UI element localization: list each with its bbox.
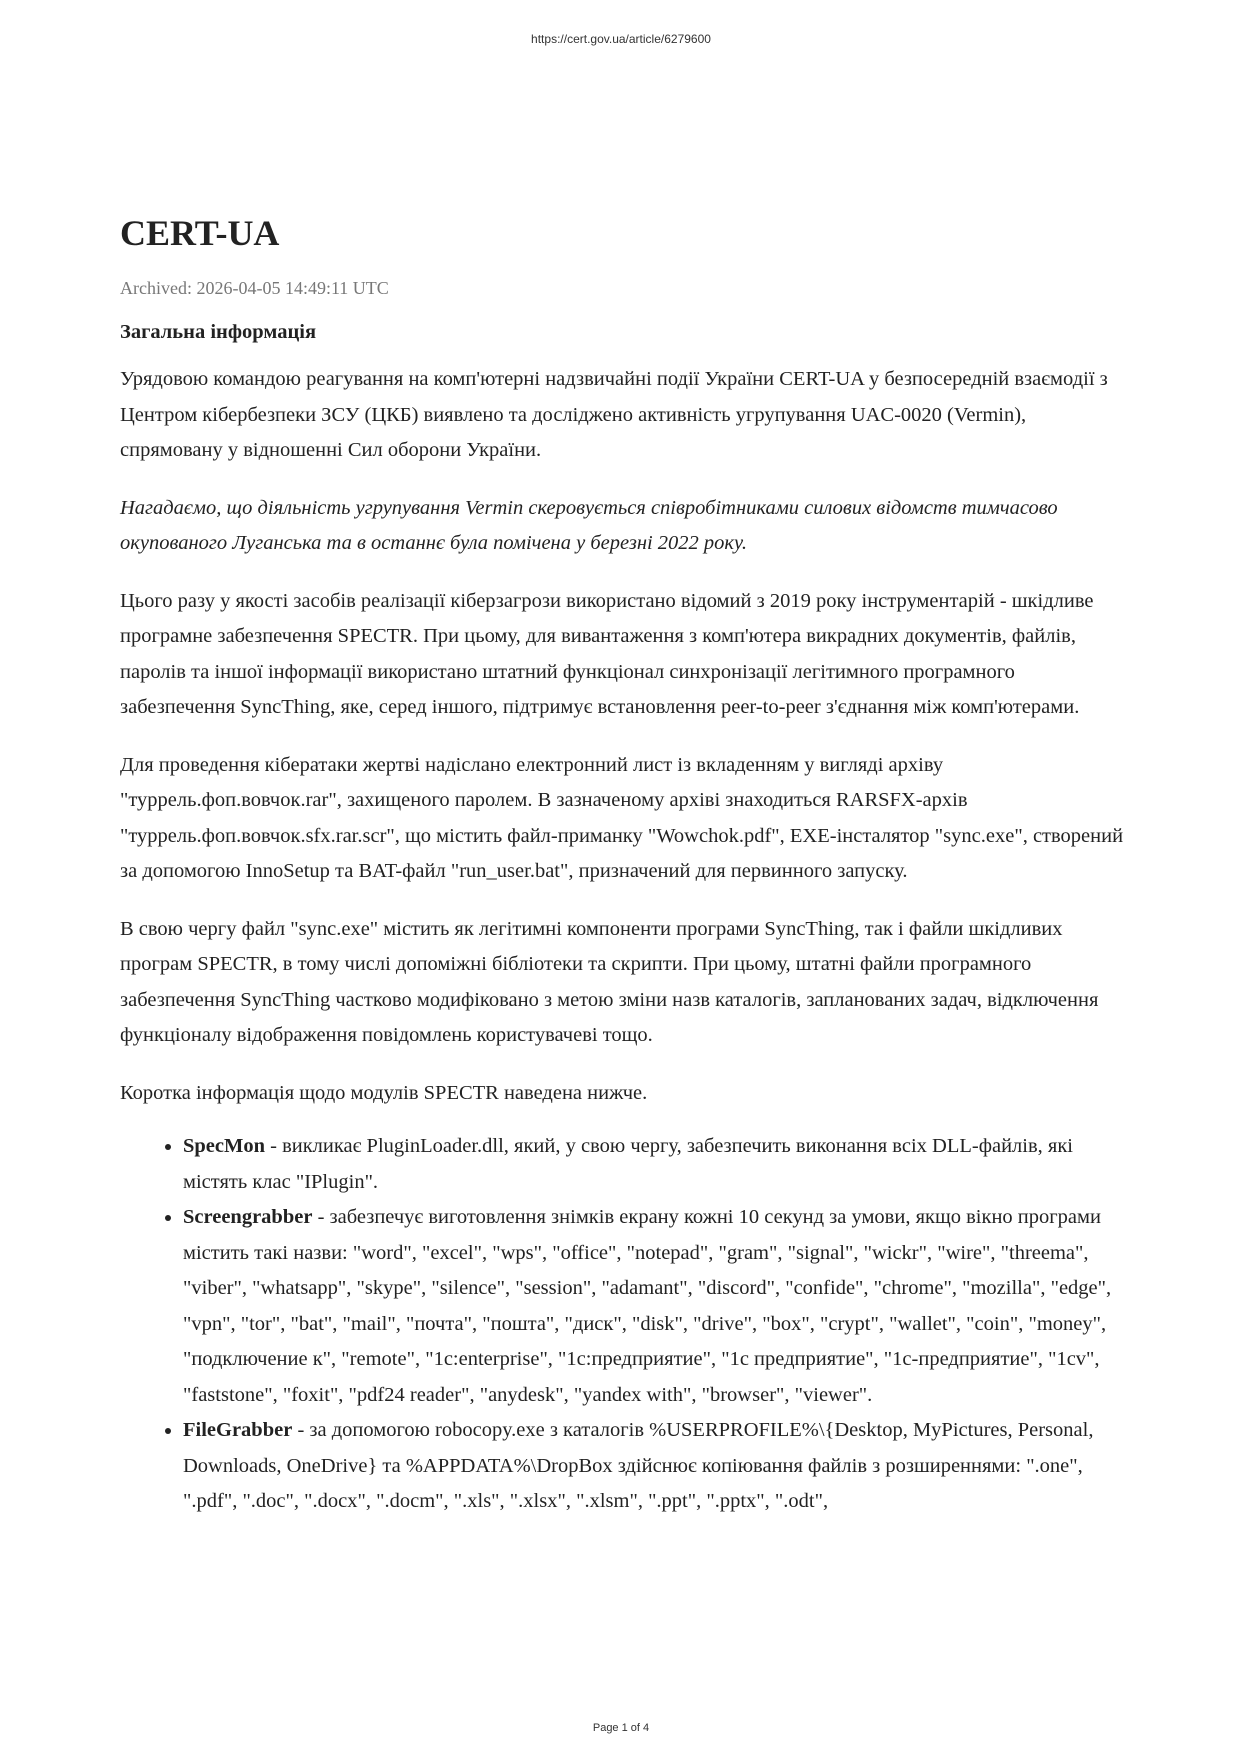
module-name: SpecMon [183,1135,265,1157]
paragraph: Для проведення кібератаки жертві надіслано електронний лист із вкладенням у вигляді архіву "туррель.фоп.вовчок.rar", захищеного паролем. В зазначеному архіві знаходиться RARSFX-архів "туррель.фоп.вовчок.sfx.rar.scr", що містить файл-приманку "Wowchok.pdf", EXE-інсталятор "sync.exe", створений за допомогою InnoSetup та BAT-файл "run_user.bat", призначений для первинного запуску. [120,753,1124,882]
paragraph-italic: Нагадаємо, що діяльність угрупування Vermin скеровується співробітниками силових відомств тимчасово окупованого Луганська та в останнє була помічена у березні 2022 року. [120,496,1058,554]
module-description: - викликає PluginLoader.dll, який, у свою чергу, забезпечить виконання всіх DLL-файлів, які містять клас "IPlugin". [183,1135,1073,1193]
list-item [183,1413,1130,1520]
module-description: - за допомогою robocopy.exe з каталогів %USERPROFILE%\{Desktop, MyPictures, Personal, Downloads, OneDrive} та %APPDATA%\DropBox здійснює копіювання файлів з розширеннями: ".one", ".pdf", ".doc", ".docx", ".docm", ".xls", ".xlsx", ".xlsm", ".ppt", ".pptx", ".odt", [183,1419,1094,1512]
module-name: Screengrabber [183,1206,313,1228]
module-list [120,1129,1130,1520]
header-url: https://cert.gov.ua/article/6279600 [531,32,711,46]
archived-timestamp: Archived: 2026-04-05 14:49:11 UTC [120,278,389,298]
page-title: CERT-UA [120,213,280,253]
paragraph: В свою чергу файл "sync.exe" містить як легітимні компоненти програми SyncThing, так і файли шкідливих програм SPECTR, в тому числі допоміжні бібліотеки та скрипти. При цьому, штатні файли програмного забезпечення SyncThing частково модифіковано з метою зміни назв каталогів, запланованих задач, відключення функціоналу відображення повідомлень користувачеві тощо. [120,917,1099,1046]
section-heading: Загальна інформація [120,321,317,343]
page-number: Page 1 of 4 [592,1722,650,1734]
module-description: - забезпечує виготовлення знімків екрану кожні 10 секунд за умови, якщо вікно програми містить такі назви: "word", "excel", "wps", "office", "notepad", "gram", "signal", "wickr", "wire", "threema", "viber", "whatsapp", "skype", "silence", "session", "adamant", "discord", "confide", "chrome", "mozilla", "edge", "vpn", "tor", "bat", "mail", "почта", "пошта", "диск", "disk", "drive", "box", "crypt", "wallet", "coin", "money", "подключение к", "remote", "1c:enterprise", "1c:предприятие", "1c предприятие", "1c-предприятие", "1cv", "faststone", "foxit", "pdf24 reader", "anydesk", "yandex with", "browser", "viewer". [183,1206,1112,1406]
list-item [183,1129,1130,1200]
paragraph: Урядовою командою реагування на комп'ютерні надзвичайні події України CERT-UA у безпосередній взаємодії з Центром кібербезпеки ЗСУ (ЦКБ) виявлено та досліджено активність угрупування UAC-0020 (Vermin), спрямовану у відношенні Сил оборони України. [120,368,1108,461]
paragraph: Цього разу у якості засобів реалізації кіберзагрози використано відомий з 2019 року інструментарій - шкідливе програмне забезпечення SPECTR. При цьому, для вивантаження з комп'ютера викрадних документів, файлів, паролів та іншої інформації використано штатний функціонал синхронізації легітимного програмного забезпечення SyncThing, яке, серед іншого, підтримує встановлення peer-to-peer з'єднання між комп'ютерами. [120,589,1094,718]
module-name: FileGrabber [183,1419,293,1441]
paragraph: Коротка інформація щодо модулів SPECTR наведена нижче. [120,1081,648,1104]
article [120,212,1130,1520]
list-item [183,1200,1130,1413]
